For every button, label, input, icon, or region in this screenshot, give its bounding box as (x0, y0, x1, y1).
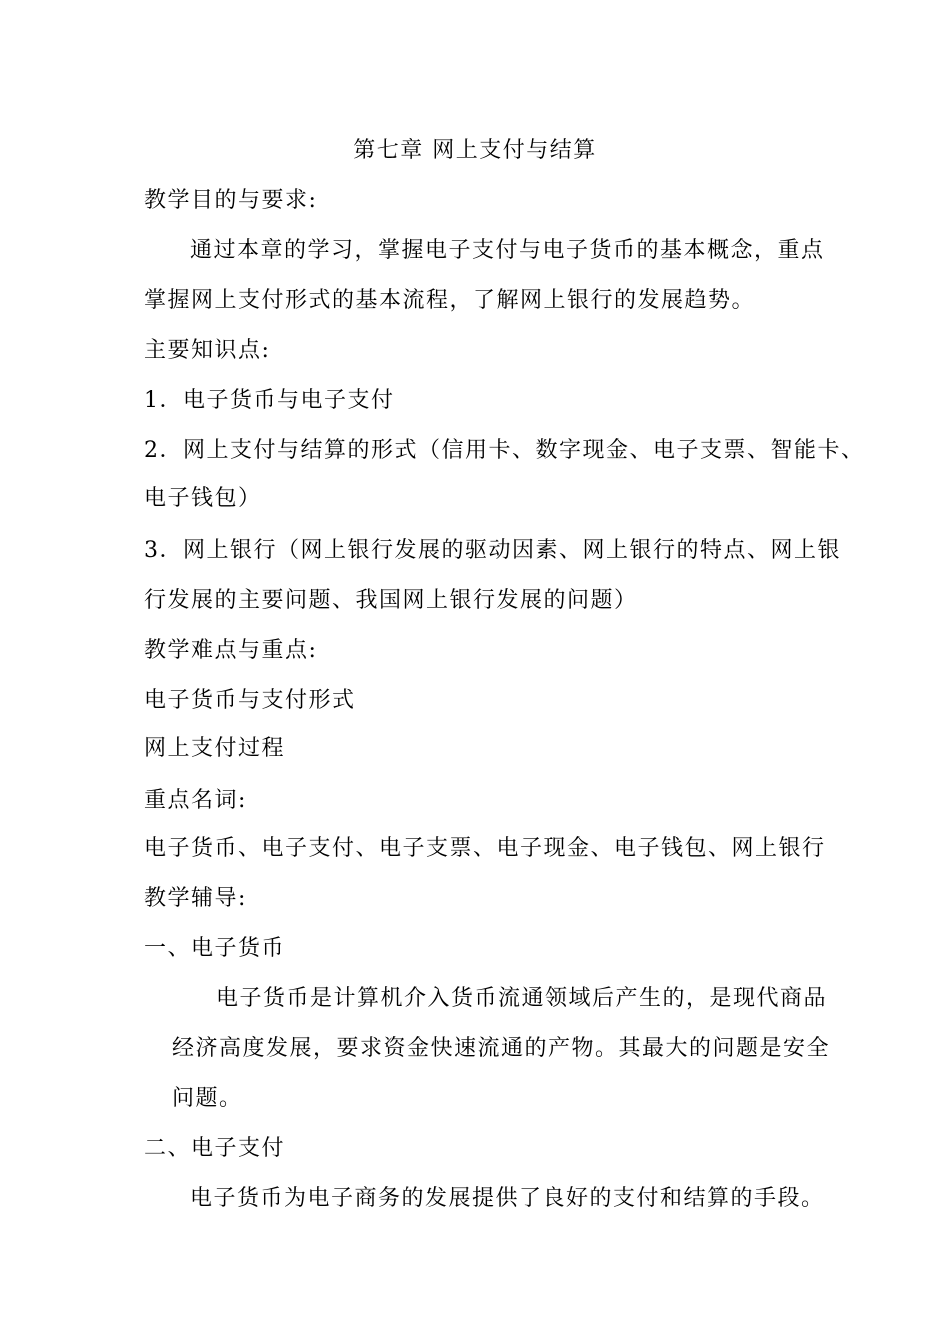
list-item-continuation: 行发展的主要问题、我国网上银行发展的问题） (144, 588, 638, 613)
paragraph-line: 掌握网上支付形式的基本流程，了解网上银行的发展趋势。 (144, 288, 756, 313)
heading-teaching-goals: 教学目的与要求: (144, 188, 318, 213)
heading-key-terms: 重点名词: (144, 788, 247, 813)
list-item: 2．网上支付与结算的形式（信用卡、数字现金、电子支票、智能卡、 (144, 438, 865, 463)
paragraph-line: 问题。 (172, 1086, 243, 1111)
paragraph-line: 经济高度发展，要求资金快速流通的产物。其最大的问题是安全 (172, 1036, 831, 1061)
chapter-title: 第七章 网上支付与结算 (353, 138, 597, 163)
section-heading: 二、电子支付 (144, 1136, 286, 1161)
paragraph-line: 通过本章的学习，掌握电子支付与电子货币的基本概念，重点 (190, 238, 825, 263)
paragraph-line: 电子货币为电子商务的发展提供了良好的支付和结算的手段。 (190, 1186, 825, 1211)
list-item-continuation: 电子钱包） (144, 486, 262, 511)
list-item: 3．网上银行（网上银行发展的驱动因素、网上银行的特点、网上银 (144, 538, 841, 563)
paragraph-line: 电子货币是计算机介入货币流通领域后产生的，是现代商品 (216, 986, 828, 1011)
section-heading: 一、电子货币 (144, 936, 286, 961)
list-item: 1．电子货币与电子支付 (144, 388, 395, 413)
paragraph-line: 电子货币、电子支付、电子支票、电子现金、电子钱包、网上银行 (144, 836, 826, 861)
paragraph-line: 网上支付过程 (144, 736, 286, 761)
heading-key-points: 主要知识点: (144, 338, 271, 363)
heading-tutoring: 教学辅导: (144, 886, 247, 911)
paragraph-line: 电子货币与支付形式 (144, 688, 356, 713)
heading-difficulties: 教学难点与重点: (144, 638, 318, 663)
